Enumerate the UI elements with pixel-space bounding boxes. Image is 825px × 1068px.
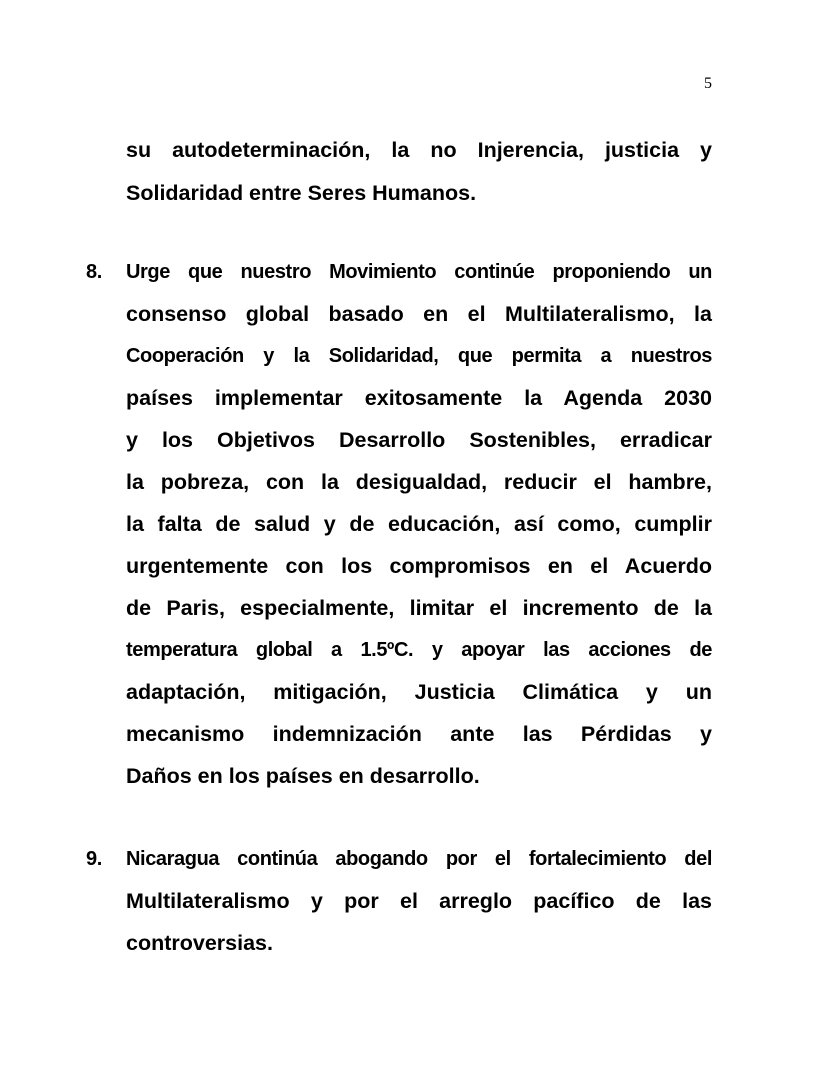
paragraph-line: y los Objetivos Desarrollo Sostenibles, erradicar <box>126 428 712 452</box>
paragraph-line: su autodeterminación, la no Injerencia, justicia y <box>126 138 712 162</box>
paragraph-line: Urge que nuestro Movimiento continúe proponiendo un <box>126 261 712 283</box>
paragraph-line: la pobreza, con la desigualdad, reducir el hambre, <box>126 470 712 494</box>
paragraph-line: adaptación, mitigación, Justicia Climática y un <box>126 680 712 704</box>
item-number: 8. <box>86 261 102 283</box>
paragraph-line: urgentemente con los compromisos en el Acuerdo <box>126 554 712 578</box>
paragraph-line: consenso global basado en el Multilateralismo, la <box>126 302 712 326</box>
item-number: 9. <box>86 848 102 870</box>
paragraph-line: controversias. <box>126 931 273 955</box>
paragraph-line: Cooperación y la Solidaridad, que permita a nuestros <box>126 345 712 367</box>
paragraph-line: Multilateralismo y por el arreglo pacífico de las <box>126 889 712 913</box>
paragraph-line: Solidaridad entre Seres Humanos. <box>126 181 477 205</box>
paragraph-line: mecanismo indemnización ante las Pérdidas y <box>126 722 712 746</box>
paragraph-line: Nicaragua continúa abogando por el fortalecimiento del <box>126 848 712 870</box>
paragraph-line: la falta de salud y de educación, así como, cumplir <box>126 512 712 536</box>
paragraph-line: de Paris, especialmente, limitar el incremento de la <box>126 596 712 620</box>
page-number: 5 <box>704 75 712 92</box>
paragraph-line: Daños en los países en desarrollo. <box>126 764 480 788</box>
paragraph-line: países implementar exitosamente la Agenda 2030 <box>126 386 712 410</box>
paragraph-line: temperatura global a 1.5ºC. y apoyar las acciones de <box>126 639 712 661</box>
